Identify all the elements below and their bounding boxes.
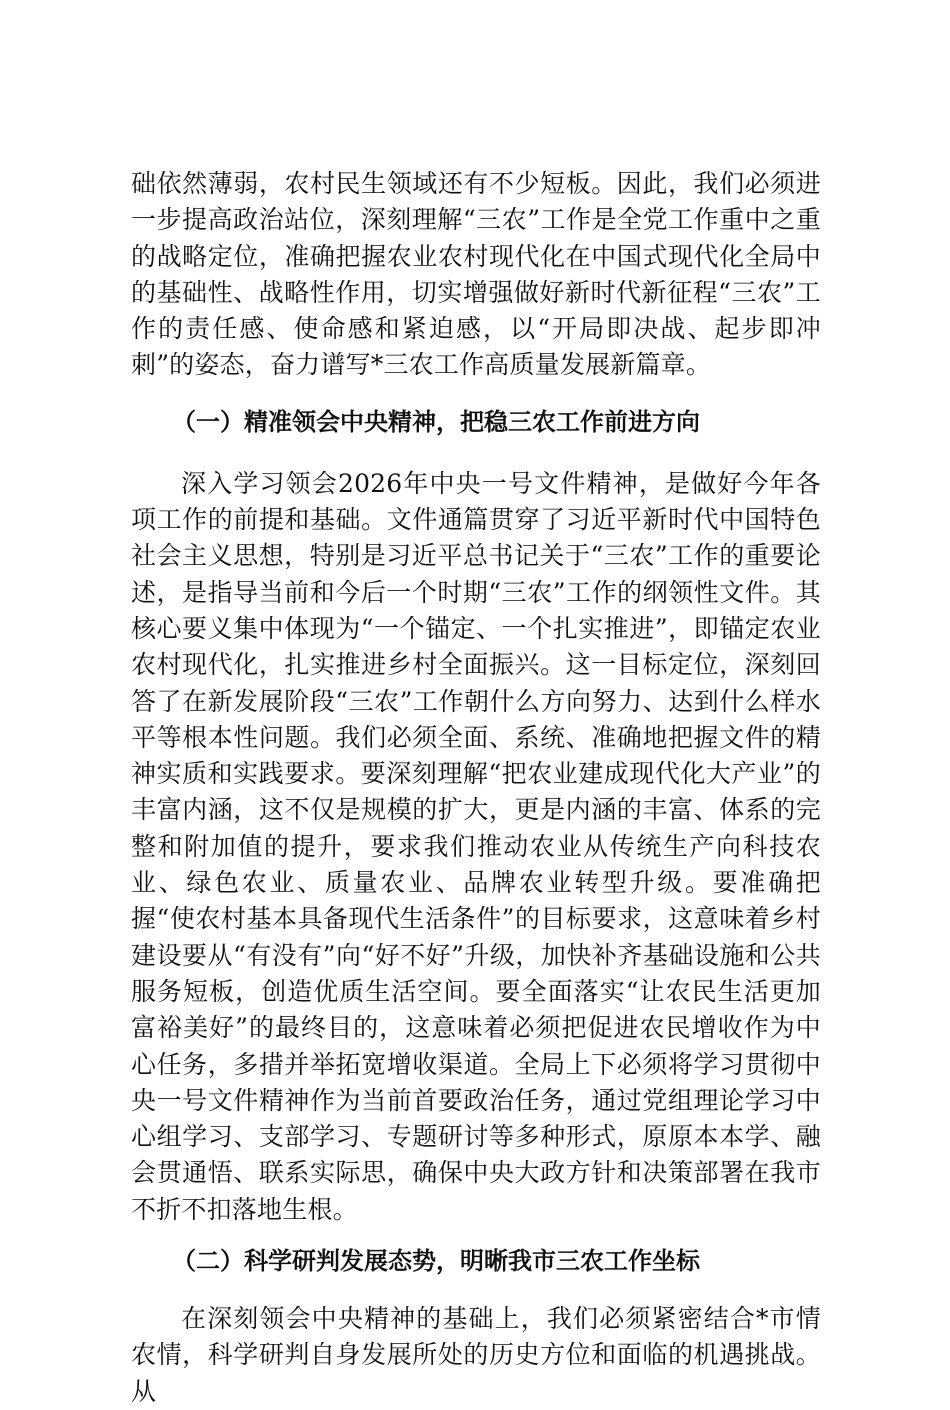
spacer (131, 384, 821, 404)
paragraph-section-2: 在深刻领会中央精神的基础上，我们必须紧密结合*市情农情，科学研判自身发展所处的历史方位和面临的机遇挑战。从 (131, 1304, 821, 1406)
paragraph-continuation: 础依然薄弱，农村民生领域还有不少短板。因此，我们必须进一步提高政治站位，深刻理解“三农”工作是全党工作重中之重的战略定位，准确把握农业农村现代化在中国式现代化全局中的基础性、战略性作用，切实增强做好新时代新征程“三农”工作的责任感、使命感和紧迫感，以“开局即决战、起步即冲刺”的姿态，奋力谱写*三农工作高质量发展新篇章。 (131, 169, 821, 380)
section-heading-1: （一）精准领会中央精神，把稳三农工作前进方向 (172, 407, 700, 436)
spacer (131, 440, 821, 466)
spacer (131, 1228, 821, 1243)
paragraph-section-1: 深入学习领会2026年中央一号文件精神，是做好今年各项工作的前提和基础。文件通篇贯穿了习近平新时代中国特色社会主义思想，特别是习近平总书记关于“三农”工作的重要论述，是指导当前和今后一个时期“三农”工作的纲领性文件。其核心要义集中体现为“一个锚定、一个扎实推进”，即锚定农业农村现代化，扎实推进乡村全面振兴。这一目标定位，深刻回答了在新发展阶段“三农”工作朝什么方向努力、达到什么样水平等根本性问题。我们必须全面、系统、准确地把握文件的精神实质和实践要求。要深刻理解“把农业建成现代化大产业”的丰富内涵，这不仅是规模的扩大，更是内涵的丰富、体系的完整和附加值的提升，要求我们推动农业从传统生产向科技农业、绿色农业、质量农业、品牌农业转型升级。要准确把握“使农村基本具备现代生活条件”的目标要求，这意味着乡村建设要从“有没有”向“好不好”升级，加快补齐基础设施和公共服务短板，创造优质生活空间。要全面落实“让农民生活更加富裕美好”的最终目的，这意味着必须把促进农民增收作为中心任务，多措并举拓宽增收渠道。全局上下必须将学习贯彻中央一号文件精神作为当前首要政治任务，通过党组理论学习中心组学习、支部学习、专题研讨等多种形式，原原本本学、融会贯通悟、联系实际思，确保中央大政方针和决策部署在我市不折不扣落地生根。 (131, 468, 821, 1224)
section-heading-2: （二）科学研判发展态势，明晰我市三农工作坐标 (172, 1247, 700, 1276)
spacer (131, 1279, 821, 1301)
document-body (131, 166, 821, 1410)
